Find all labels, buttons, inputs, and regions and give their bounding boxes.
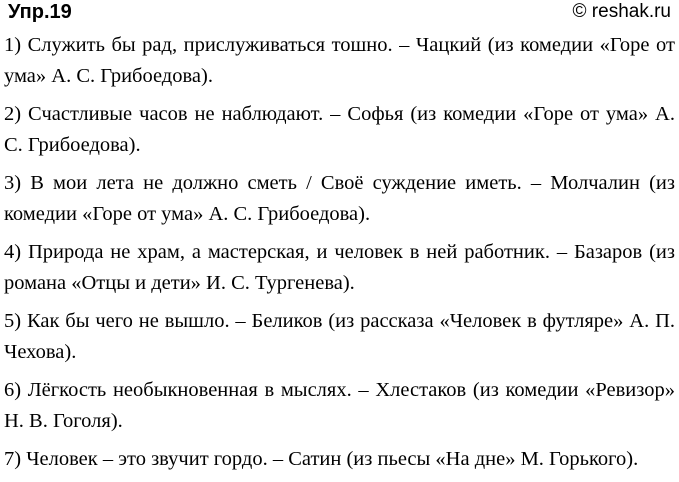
answer-item-4: 4) Природа не храм, а мастерская, и человек в ней работник. – Базаров (из романа «Отцы и дети» И. С. Тургенева).: [4, 241, 675, 294]
copyright-watermark: © reshak.ru: [572, 1, 671, 22]
answer-list: [4, 30, 675, 482]
exercise-title: Упр.19: [8, 1, 72, 23]
answer-item-7: 7) Человек – это звучит гордо. – Сатин (из пьесы «На дне» М. Горького).: [4, 448, 639, 470]
answer-item-6: 6) Лёгкость необыкновенная в мыслях. – Хлестаков (из комедии «Ревизор» Н. В. Гоголя).: [4, 379, 675, 432]
answer-item-3: 3) В мои лета не должно сметь / Своё суждение иметь. – Молчалин (из комедии «Горе от ума» А. С. Грибоедова).: [4, 172, 675, 225]
answer-item-1: 1) Служить бы рад, прислуживаться тошно. – Чацкий (из комедии «Горе от ума» А. С. Грибоедова).: [4, 34, 675, 87]
page-header: [4, 0, 675, 30]
answer-item-5: 5) Как бы чего не вышло. – Беликов (из рассказа «Человек в футляре» А. П. Чехова).: [4, 310, 675, 363]
answer-item-2: 2) Счастливые часов не наблюдают. – Софья (из комедии «Горе от ума» А. С. Грибоедова).: [4, 103, 675, 156]
